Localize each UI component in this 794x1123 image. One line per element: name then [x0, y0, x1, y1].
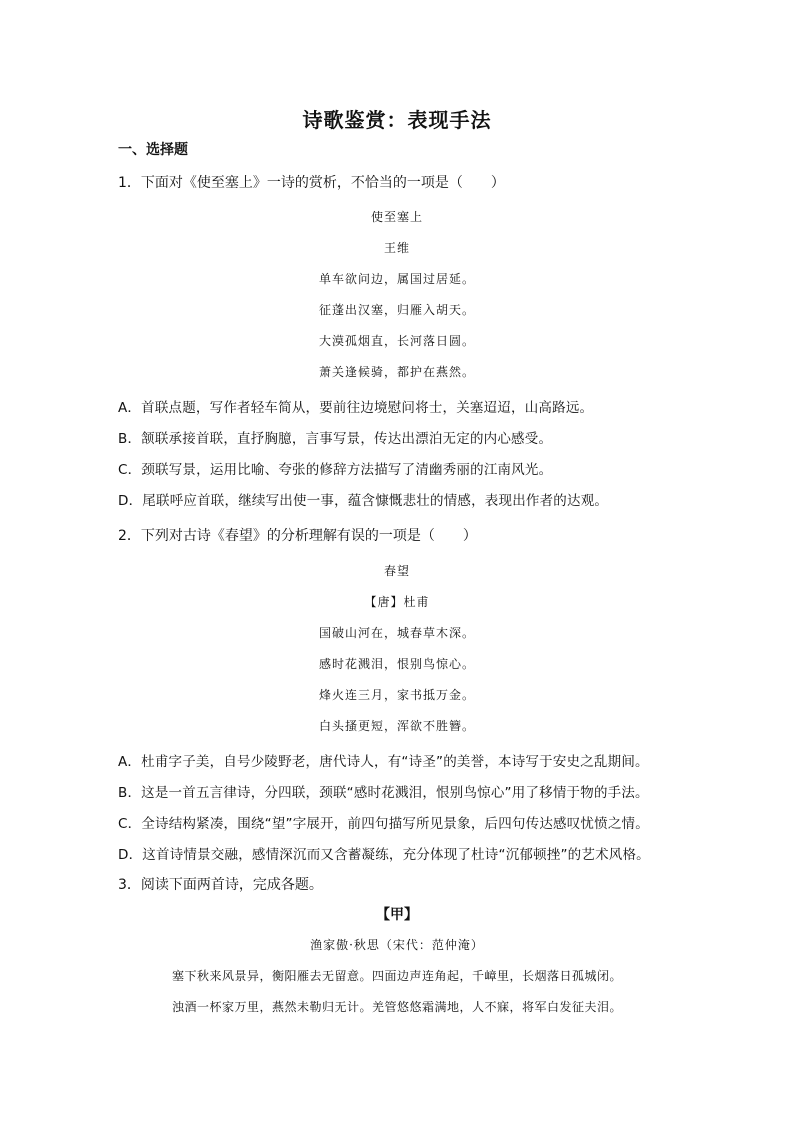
q2-poem-line: 白头搔更短，浑欲不胜簪。 [318, 719, 475, 733]
section-heading: 一、选择题 [118, 142, 188, 158]
q2-option-a: A．杜甫字子美，自号少陵野老，唐代诗人，有“诗圣”的美誉，本诗写于安史之乱期间。 [118, 754, 649, 770]
q3-poem-label: 【甲】 [376, 907, 418, 923]
question-3-stem: 3．阅读下面两首诗，完成各题。 [118, 877, 323, 893]
question-2-stem: 2．下列对古诗《春望》的分析理解有误的一项是（ ） [118, 528, 477, 544]
q3-poem-title: 渔家傲·秋思（宋代：范仲淹） [310, 938, 484, 952]
q3-poem-line: 浊酒一杯家万里，燕然未勒归无计。羌管悠悠霜满地，人不寐，将军白发征夫泪。 [171, 1000, 622, 1014]
q1-option-d: D．尾联呼应首联，继续写出使一事，蕴含慷慨悲壮的情感，表现出作者的达观。 [118, 493, 609, 509]
q1-poem-line: 单车欲问边，属国过居延。 [318, 272, 475, 286]
q2-poem-line: 烽火连三月，家书抵万金。 [318, 688, 475, 702]
q2-option-c: C．全诗结构紧凑，围绕“望”字展开，前四句描写所见景象，后四句传达感叹忧愤之情。 [118, 816, 649, 832]
question-1-stem: 1．下面对《使至塞上》一诗的赏析，不恰当的一项是（ ） [118, 175, 505, 191]
q2-poem-line: 国破山河在，城春草木深。 [318, 626, 475, 640]
q1-option-a: A．首联点题，写作者轻车简从，要前往边境慰问将士，关塞迢迢，山高路远。 [118, 400, 594, 416]
q2-option-b: B．这是一首五言律诗，分四联，颈联“感时花溅泪，恨别鸟惊心”用了移情于物的手法。 [118, 785, 649, 801]
q1-option-b: B．颔联承接首联，直抒胸臆，言事写景，传达出漂泊无定的内心感受。 [118, 431, 553, 447]
q2-poem-author: 【唐】杜甫 [364, 595, 430, 609]
q2-poem-line: 感时花溅泪，恨别鸟惊心。 [318, 657, 475, 671]
q2-option-d: D．这首诗情景交融，感情深沉而又含蓄凝练，充分体现了杜诗“沉郁顿挫”的艺术风格。 [118, 847, 650, 863]
q3-poem-line: 塞下秋来风景异，衡阳雁去无留意。四面边声连角起，千嶂里，长烟落日孤城闭。 [171, 969, 622, 983]
q1-poem-line: 萧关逢候骑，都护在燕然。 [318, 365, 475, 379]
q1-option-c: C．颈联写景，运用比喻、夸张的修辞方法描写了清幽秀丽的江南风光。 [118, 462, 553, 478]
q1-poem-author: 王维 [383, 241, 410, 255]
q2-poem-title: 春望 [383, 564, 410, 578]
q1-poem-line: 征蓬出汉塞，归雁入胡天。 [318, 303, 475, 317]
page-title: 诗歌鉴赏：表现手法 [302, 108, 492, 132]
q1-poem-line: 大漠孤烟直，长河落日圆。 [318, 334, 475, 348]
q1-poem-title: 使至塞上 [370, 210, 423, 224]
